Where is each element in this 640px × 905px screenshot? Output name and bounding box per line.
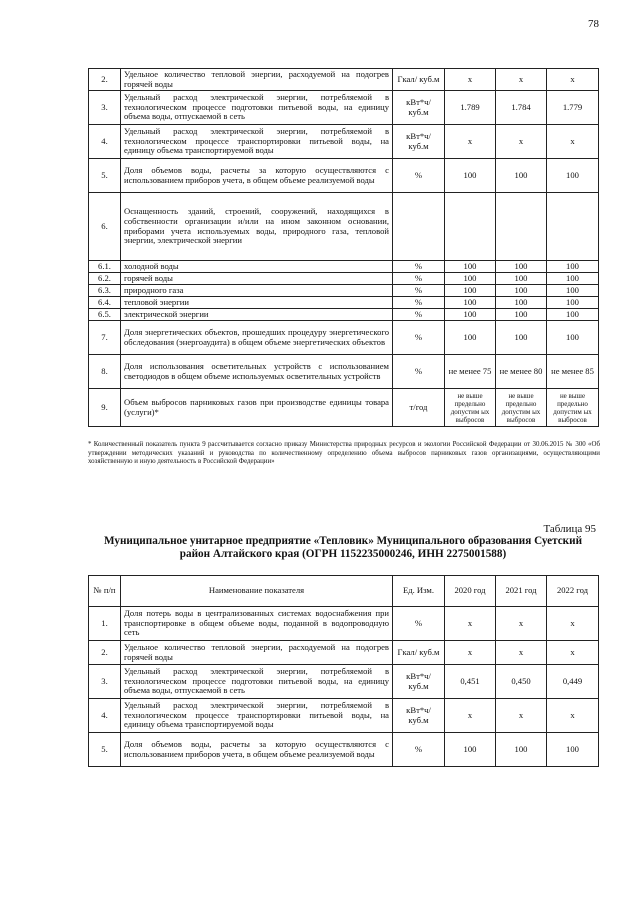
row-name: Удельный расход электрической энергии, потребляемой в технологическом процессе транспортировки питьевой воды, на единицу объема транспортируемой воды [121, 699, 393, 733]
row-value-3: х [547, 607, 599, 641]
indicators-table-top [88, 68, 599, 427]
row-name: Удельное количество тепловой энергии, расходуемой на подогрев горячей воды [121, 69, 393, 91]
row-unit: Гкал/ куб.м [393, 69, 445, 91]
row-value-1: 100 [445, 159, 496, 193]
table-row [89, 125, 599, 159]
row-value-2: х [496, 699, 547, 733]
row-name: природного газа [121, 285, 393, 297]
row-number: 5. [89, 733, 121, 767]
row-name: холодной воды [121, 261, 393, 273]
row-number: 3. [89, 91, 121, 125]
row-value-3: 100 [547, 285, 599, 297]
row-unit [393, 193, 445, 261]
table-row [89, 159, 599, 193]
table-row [89, 261, 599, 273]
row-value-1 [445, 193, 496, 261]
row-value-1: х [445, 641, 496, 665]
row-number: 4. [89, 699, 121, 733]
header-num: № п/п [89, 576, 121, 607]
header-2020: 2020 год [445, 576, 496, 607]
row-value-1: 0,451 [445, 665, 496, 699]
row-name: Доля потерь воды в централизованных системах водоснабжения при транспортировке в общем объеме воды, поданной в водопроводную сеть [121, 607, 393, 641]
row-value-2: 100 [496, 321, 547, 355]
header-2022: 2022 год [547, 576, 599, 607]
row-number: 3. [89, 665, 121, 699]
row-unit: % [393, 355, 445, 389]
row-name: горячей воды [121, 273, 393, 285]
row-value-2: не менее 80 [496, 355, 547, 389]
table-row [89, 309, 599, 321]
table-row [89, 69, 599, 91]
row-value-1: 100 [445, 321, 496, 355]
row-unit: кВт*ч/ куб.м [393, 91, 445, 125]
table-row [89, 285, 599, 297]
row-value-2: не выше предельно допустим ых выбросов [496, 389, 547, 427]
row-value-1: не менее 75 [445, 355, 496, 389]
row-name: тепловой энергии [121, 297, 393, 309]
table-row [89, 389, 599, 427]
row-number: 9. [89, 389, 121, 427]
row-value-2: 100 [496, 309, 547, 321]
table-row [89, 91, 599, 125]
row-value-1: 100 [445, 733, 496, 767]
row-value-2: 0,450 [496, 665, 547, 699]
row-value-3: 100 [547, 297, 599, 309]
row-value-1: 100 [445, 285, 496, 297]
row-value-1: х [445, 699, 496, 733]
header-unit: Ед. Изм. [393, 576, 445, 607]
row-value-3: х [547, 641, 599, 665]
row-value-2: 1.784 [496, 91, 547, 125]
table-row [89, 321, 599, 355]
row-unit: Гкал/ куб.м [393, 641, 445, 665]
row-number: 7. [89, 321, 121, 355]
row-unit: % [393, 261, 445, 273]
row-value-1: 1.789 [445, 91, 496, 125]
page-number: 78 [588, 18, 599, 30]
row-name: электрической энергии [121, 309, 393, 321]
indicators-table-bottom [88, 575, 599, 767]
row-number: 4. [89, 125, 121, 159]
row-value-1: 100 [445, 273, 496, 285]
row-unit: % [393, 297, 445, 309]
row-value-2: 100 [496, 159, 547, 193]
row-name: Удельный расход электрической энергии, потребляемой в технологическом процессе транспортировки питьевой воды, на единицу объема транспортируемой воды [121, 125, 393, 159]
row-number: 6.5. [89, 309, 121, 321]
row-value-2: х [496, 69, 547, 91]
row-value-3: 100 [547, 261, 599, 273]
table-row [89, 733, 599, 767]
row-value-3: х [547, 69, 599, 91]
table-row [89, 665, 599, 699]
row-value-2: 100 [496, 261, 547, 273]
table-title: Муниципальное унитарное предприятие «Тепловик» Муниципального образования Суетский район Алтайского края (ОГРН 1152235000246, ИНН 2275001588) [103, 535, 583, 560]
row-value-2: 100 [496, 733, 547, 767]
row-number: 2. [89, 641, 121, 665]
row-unit: % [393, 607, 445, 641]
row-unit: т/год [393, 389, 445, 427]
table-row [89, 355, 599, 389]
row-number: 2. [89, 69, 121, 91]
row-number: 5. [89, 159, 121, 193]
row-number: 8. [89, 355, 121, 389]
row-unit: % [393, 733, 445, 767]
row-value-3: 1.779 [547, 91, 599, 125]
table-row [89, 193, 599, 261]
row-unit: кВт*ч/ куб.м [393, 125, 445, 159]
row-name: Удельный расход электрической энергии, потребляемой в технологическом процессе подготовки питьевой воды, на единицу объема воды, отпускаемой в сеть [121, 665, 393, 699]
header-2021: 2021 год [496, 576, 547, 607]
row-value-3: х [547, 125, 599, 159]
row-name: Доля использования осветительных устройств с использованием светодиодов в общем объеме используемых осветительных устройств [121, 355, 393, 389]
row-value-3: 100 [547, 273, 599, 285]
table-row [89, 273, 599, 285]
row-value-3: не выше предельно допустим ых выбросов [547, 389, 599, 427]
row-value-1: х [445, 607, 496, 641]
row-name: Удельное количество тепловой энергии, расходуемой на подогрев горячей воды [121, 641, 393, 665]
row-unit: % [393, 309, 445, 321]
table-row [89, 297, 599, 309]
row-name: Оснащенность зданий, строений, сооружений, находящихся в собственности организации и/или на ином законном основании, приборами учета используемых воды, природного газа, тепловой энергии, электрической энергии [121, 193, 393, 261]
row-value-2: х [496, 125, 547, 159]
row-value-3 [547, 193, 599, 261]
row-number: 6. [89, 193, 121, 261]
row-value-3: не менее 85 [547, 355, 599, 389]
row-unit: % [393, 285, 445, 297]
row-value-1: х [445, 125, 496, 159]
row-unit: % [393, 321, 445, 355]
row-value-2: х [496, 607, 547, 641]
row-value-1: не выше предельно допустим ых выбросов [445, 389, 496, 427]
row-name: Доля объемов воды, расчеты за которую осуществляются с использованием приборов учета, в общем объеме реализуемой воды [121, 733, 393, 767]
row-name: Объем выбросов парниковых газов при производстве единицы товара (услуги)* [121, 389, 393, 427]
row-name: Доля объемов воды, расчеты за которую осуществляются с использованием приборов учета, в общем объеме реализуемой воды [121, 159, 393, 193]
row-value-1: х [445, 69, 496, 91]
row-value-1: 100 [445, 297, 496, 309]
row-value-1: 100 [445, 261, 496, 273]
row-unit: % [393, 273, 445, 285]
row-value-3: 100 [547, 321, 599, 355]
row-name: Удельный расход электрической энергии, потребляемой в технологическом процессе подготовки питьевой воды, на единицу объема воды, отпускаемой в сеть [121, 91, 393, 125]
row-unit: кВт*ч/ куб.м [393, 699, 445, 733]
row-value-3: 0,449 [547, 665, 599, 699]
table-row [89, 699, 599, 733]
row-unit: % [393, 159, 445, 193]
table-row [89, 641, 599, 665]
table-header-row [89, 576, 599, 607]
row-name: Доля энергетических объектов, прошедших процедуру энергетического обследования (энергоаудита) в общем объеме энергетических объектов [121, 321, 393, 355]
row-value-3: 100 [547, 159, 599, 193]
row-number: 6.2. [89, 273, 121, 285]
row-value-3: х [547, 699, 599, 733]
row-value-2: 100 [496, 297, 547, 309]
header-name: Наименование показателя [121, 576, 393, 607]
row-value-1: 100 [445, 309, 496, 321]
row-value-2: 100 [496, 273, 547, 285]
footnote: * Количественный показатель пункта 9 рассчитывается согласно приказу Министерства природных ресурсов и экологии Российской Федерации от 30.06.2015 № 300 «Об утверждении методических указаний и руководства по количественному определению объема выбросов парниковых газов организациями, осуществляющими хозяйственную и иную деятельность в Российской Федерации» [88, 441, 600, 466]
row-value-2: х [496, 641, 547, 665]
row-value-2 [496, 193, 547, 261]
row-number: 6.4. [89, 297, 121, 309]
row-number: 6.3. [89, 285, 121, 297]
row-number: 6.1. [89, 261, 121, 273]
row-value-2: 100 [496, 285, 547, 297]
table-row [89, 607, 599, 641]
table-caption: Таблица 95 [543, 523, 596, 535]
row-value-3: 100 [547, 733, 599, 767]
row-value-3: 100 [547, 309, 599, 321]
row-number: 1. [89, 607, 121, 641]
row-unit: кВт*ч/ куб.м [393, 665, 445, 699]
